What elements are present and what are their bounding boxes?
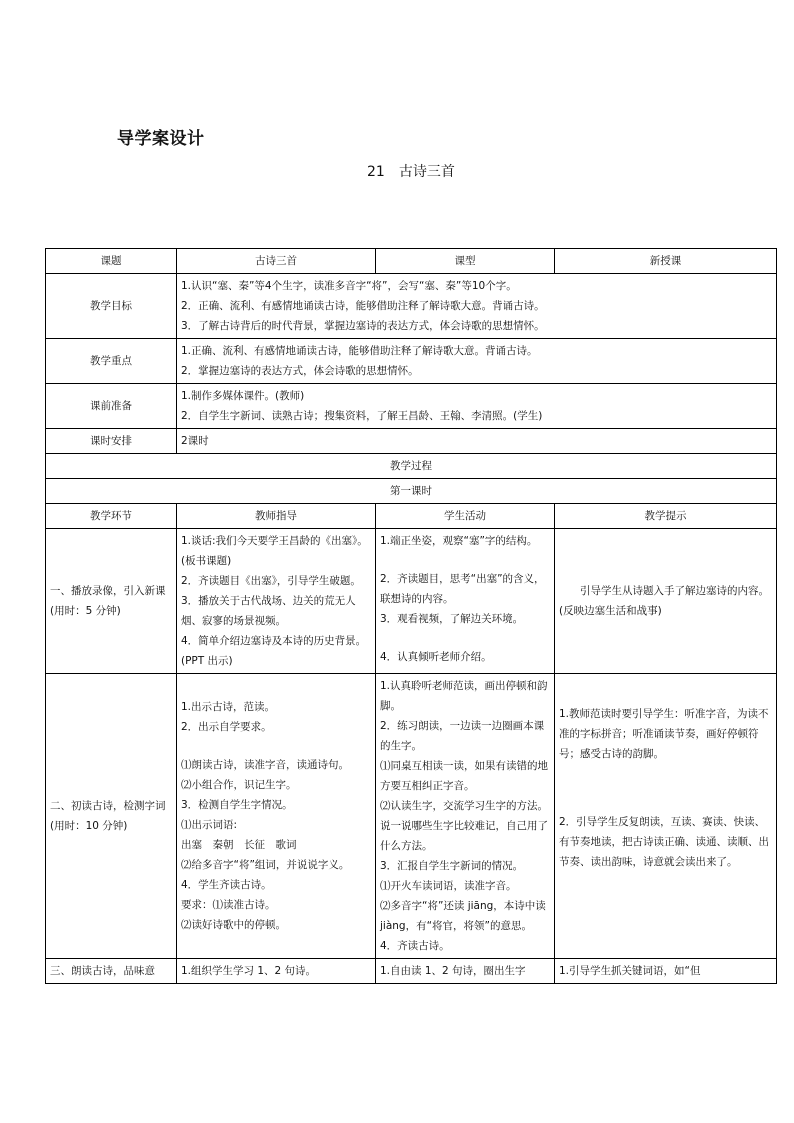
stage-row [46, 529, 777, 674]
goal-item: 1.认识“塞、秦”等4个生字，读准多音字“将”，会写“塞、秦”等10个字。 [181, 280, 517, 292]
tip-text: 1.教师范读时要引导学生：听准字音，为读不准的字标拼音；听准诵读节奏，画好停顿符号；感受古诗的韵脚。 [559, 708, 769, 760]
goals-row [46, 274, 777, 339]
course-row [46, 249, 777, 274]
teacher-step: 3．检测自学生字情况。 [181, 799, 293, 811]
teacher-step: 3．播放关于古代战场、边关的荒无人烟、寂寥的场景视频。 [181, 595, 356, 627]
stage-row [46, 959, 777, 984]
stage-name: 二、初读古诗，检测字词 (用时：10 分钟) [46, 674, 177, 959]
prep-content [177, 384, 777, 429]
student-step: ⑴同桌互相读一读，如果有读错的地方要互相纠正字音。 [380, 760, 548, 792]
goals-label: 教学目标 [46, 274, 177, 339]
teaching-tip [555, 529, 777, 674]
student-step: ⑵多音字“将”还读 jiāng，本诗中读 jiàng，有“将官，将领”的意思。 [380, 900, 546, 932]
student-step: 1.端正坐姿，观察“塞”字的结构。 [380, 535, 538, 547]
stage-row [46, 674, 777, 959]
goal-item: 3．了解古诗背后的时代背景，掌握边塞诗的表达方式，体会诗歌的思想情怀。 [181, 320, 545, 332]
student-activity [376, 529, 555, 674]
teacher-guidance: 1.组织学生学习 1、2 句诗。 [177, 959, 376, 984]
tip-text: 2．引导学生反复朗读，互读、赛读、快读、有节奏地读，把古诗读正确、读通、读顺、出节奏、读出韵味，诗意就会读出来了。 [559, 816, 769, 868]
type-value: 新授课 [555, 249, 777, 274]
prep-item: 2．自学生字新词、读熟古诗；搜集资料，了解王昌龄、王翰、李清照。(学生) [181, 410, 543, 422]
focus-row [46, 339, 777, 384]
student-activity [376, 674, 555, 959]
column-header: 教学环节 [46, 504, 177, 529]
column-header: 教师指导 [177, 504, 376, 529]
student-step: 2．齐读题目，思考“出塞”的含义，联想诗的内容。 [380, 573, 545, 605]
student-step: 1.认真聆听老师范读，画出停顿和韵脚。 [380, 680, 548, 712]
teacher-step: ⑴出示词语: [181, 819, 238, 831]
focus-content [177, 339, 777, 384]
column-header: 学生活动 [376, 504, 555, 529]
teacher-step: 1.谈话:我们今天要学王昌龄的《出塞》。(板书课题) [181, 535, 368, 567]
course-value: 古诗三首 [177, 249, 376, 274]
column-header: 教学提示 [555, 504, 777, 529]
lesson-heading [367, 161, 455, 181]
student-step: ⑵认读生字，交流学习生字的方法。说一说哪些生字比较难记，自己用了什么方法。 [380, 800, 548, 852]
goals-content [177, 274, 777, 339]
column-header-row [46, 504, 777, 529]
teacher-step: 要求：⑴读准古诗。 [181, 899, 276, 911]
focus-item: 1.正确、流利、有感情地诵读古诗，能够借助注释了解诗歌大意。背诵古诗。 [181, 345, 538, 357]
lesson-plan-table [45, 248, 777, 984]
teacher-guidance [177, 529, 376, 674]
student-step: ⑴开火车读词语，读准字音。 [380, 880, 517, 892]
teacher-step: 出塞 秦朝 长征 歌词 [181, 839, 297, 851]
course-label: 课题 [46, 249, 177, 274]
student-step: 4．齐读古诗。 [380, 940, 450, 952]
teacher-step: 2．齐读题目《出塞》，引导学生破题。 [181, 575, 361, 587]
tip-text: 引导学生从诗题入手了解边塞诗的内容。(反映边塞生活和战事) [559, 585, 769, 617]
student-step: 4．认真倾听老师介绍。 [380, 651, 492, 663]
goal-item: 2．正确、流利、有感情地诵读古诗，能够借助注释了解诗歌大意。背诵古诗。 [181, 300, 545, 312]
page-title: 导学案设计 [117, 129, 205, 149]
process-title: 教学过程 [46, 454, 777, 479]
schedule-row [46, 429, 777, 454]
teaching-tip: 1.引导学生抓关键词语，如“但 [555, 959, 777, 984]
teaching-tip [555, 674, 777, 959]
schedule-value: 2课时 [177, 429, 777, 454]
student-step: 2．练习朗读，一边读一边圈画本课的生字。 [380, 720, 545, 752]
session-title: 第一课时 [46, 479, 777, 504]
prep-row [46, 384, 777, 429]
teacher-step: ⑴朗读古诗，读准字音，读通诗句。 [181, 759, 349, 771]
teacher-step: ⑵读好诗歌中的停顿。 [181, 919, 286, 931]
teacher-step: 1.出示古诗，范读。 [181, 701, 276, 713]
type-label: 课型 [376, 249, 555, 274]
focus-label: 教学重点 [46, 339, 177, 384]
teacher-step: ⑵小组合作，识记生字。 [181, 779, 297, 791]
teacher-step: 2．出示自学要求。 [181, 721, 272, 733]
teacher-step: ⑵给多音字“将”组词，并说说字义。 [181, 859, 350, 871]
focus-item: 2．掌握边塞诗的表达方式，体会诗歌的思想情怀。 [181, 365, 419, 377]
lesson-number: 21 [367, 164, 385, 180]
student-activity: 1.自由读 1、2 句诗，圈出生字 [376, 959, 555, 984]
prep-label: 课前准备 [46, 384, 177, 429]
session-row [46, 479, 777, 504]
student-step: 3．汇报自学生字新词的情况。 [380, 860, 524, 872]
teacher-step: 4．简单介绍边塞诗及本诗的历史背景。(PPT 出示) [181, 635, 367, 667]
student-step: 3．观看视频，了解边关环境。 [380, 613, 524, 625]
stage-name: 一、播放录像，引入新课 (用时：5 分钟) [46, 529, 177, 674]
process-title-row [46, 454, 777, 479]
teacher-step: 4．学生齐读古诗。 [181, 879, 272, 891]
stage-name: 三、朗读古诗，品味意 [46, 959, 177, 984]
prep-item: 1.制作多媒体课件。(教师) [181, 390, 305, 402]
lesson-title: 古诗三首 [398, 164, 455, 180]
teacher-guidance [177, 674, 376, 959]
schedule-label: 课时安排 [46, 429, 177, 454]
